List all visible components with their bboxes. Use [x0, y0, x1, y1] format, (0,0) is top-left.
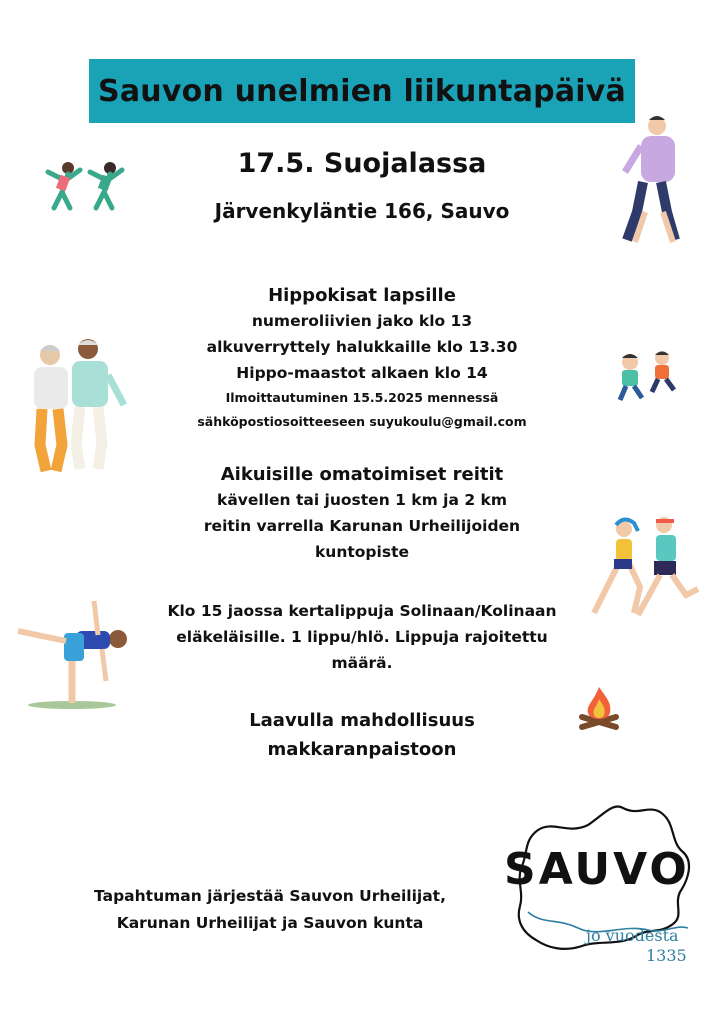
kids-line: alkuverryttely halukkaille klo 13.30 — [206, 338, 518, 356]
adults-section — [120, 464, 604, 565]
adults-heading: Aikuisille omatoimiset reitit — [220, 464, 504, 485]
running-kids-icon — [612, 348, 682, 406]
running-couple-icon — [588, 515, 706, 620]
date-location: 17.5. Suojalassa — [237, 148, 487, 179]
logo-wordmark: SAUVO — [504, 844, 690, 895]
yoga-man-icon — [10, 595, 130, 710]
tickets-line: eläkeläisille. 1 lippu/hlö. Lippuja rajoitettu — [176, 628, 548, 646]
footer-line: Karunan Urheilijat ja Sauvon kunta — [116, 914, 424, 932]
page-title: Sauvon unelmien liikuntapäivä — [98, 73, 626, 109]
kids-section — [120, 285, 604, 434]
laavu-line: Laavulla mahdollisuus — [249, 710, 475, 731]
elderly-couple-icon — [22, 335, 132, 480]
sauvo-logo — [498, 800, 698, 970]
stretching-kids-icon — [40, 158, 130, 213]
walking-woman-icon — [615, 112, 695, 252]
kids-heading: Hippokisat lapsille — [268, 285, 456, 306]
logo-tagline: jo vuodesta — [586, 926, 679, 945]
registration-email-line: sähköpostiosoitteeseen suyukoulu@gmail.com — [197, 414, 527, 429]
title-banner — [89, 59, 635, 123]
adults-line: kävellen tai juosten 1 km ja 2 km — [217, 491, 507, 509]
tickets-line: Klo 15 jaossa kertalippuja Solinaan/Kolinaan — [167, 602, 557, 620]
kids-line: Hippo-maastot alkaen klo 14 — [236, 364, 488, 382]
footer-line: Tapahtuman järjestää Sauvon Urheilijat, — [94, 887, 446, 905]
adults-line: reitin varrella Karunan Urheilijoiden — [203, 517, 521, 535]
tickets-section — [150, 598, 574, 676]
kids-line: numeroliivien jako klo 13 — [251, 312, 473, 330]
logo-year: 1335 — [646, 946, 687, 965]
tickets-line: määrä. — [331, 654, 393, 672]
laavu-section — [120, 706, 604, 764]
organizers-footer — [60, 883, 480, 937]
adults-line: kuntopiste — [315, 543, 409, 561]
campfire-icon — [576, 683, 622, 733]
registration-line: Ilmoittautuminen 15.5.2025 mennessä — [225, 390, 499, 405]
laavu-line: makkaranpaistoon — [267, 739, 457, 760]
address: Järvenkyläntie 166, Sauvo — [214, 199, 510, 223]
